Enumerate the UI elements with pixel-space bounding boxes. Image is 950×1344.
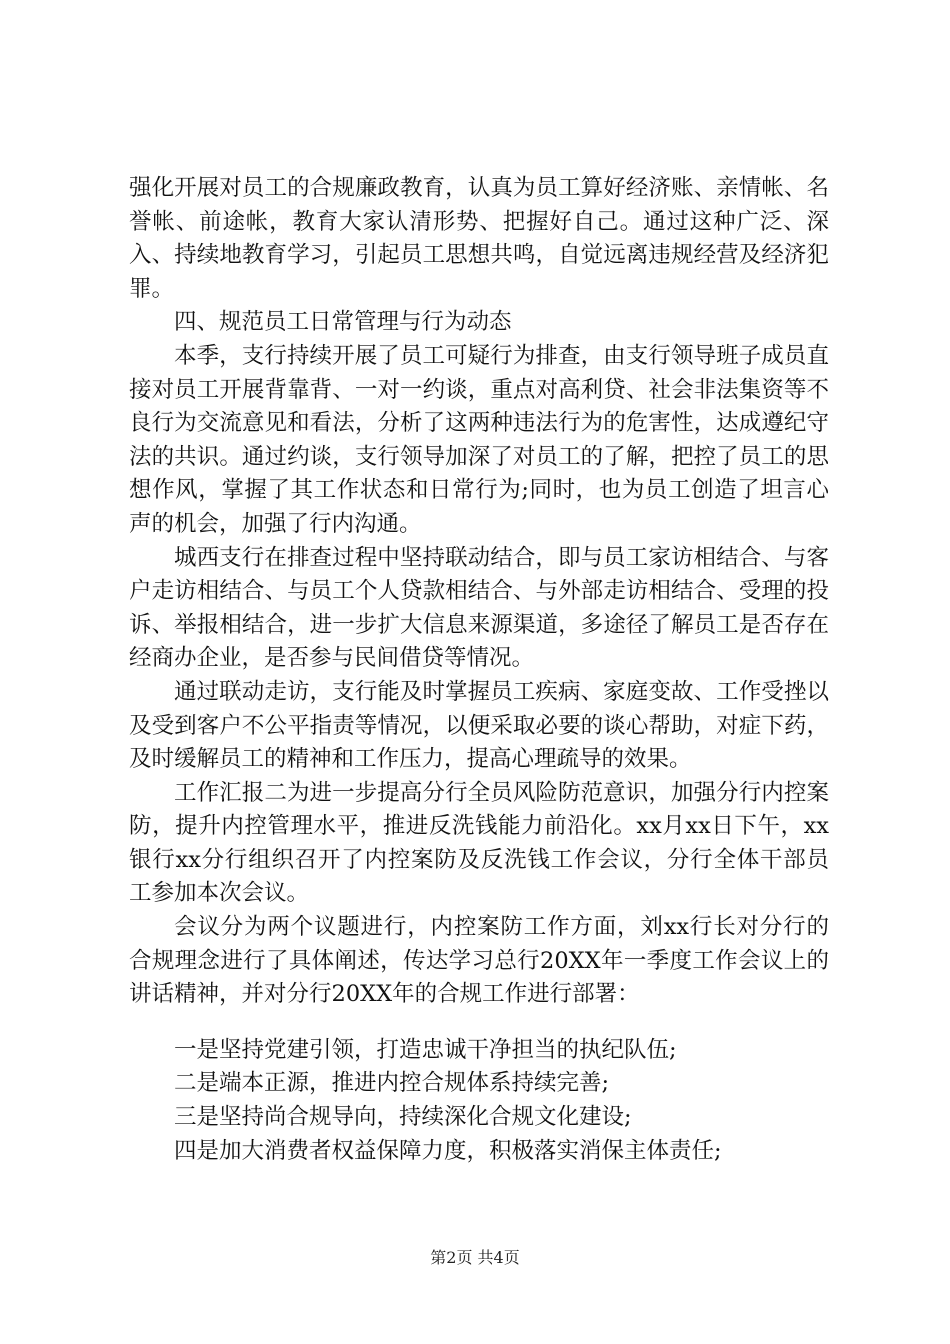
meeting-points-list bbox=[129, 1034, 829, 1168]
paragraph: 通过联动走访，支行能及时掌握员工疾病、家庭变故、工作受挫以及受到客户不公平指责等情况，以便采取必要的谈心帮助，对症下药，及时缓解员工的精神和工作压力，提高心理疏导的效果。 bbox=[129, 678, 829, 773]
paragraph-continued: 强化开展对员工的合规廉政教育，认真为员工算好经济账、亲情帐、名誉帐、前途帐，教育大家认清形势、把握好自己。通过这种广泛、深入、持续地教育学习，引起员工思想共鸣，自觉远离违规经营及经济犯罪。 bbox=[129, 175, 829, 302]
list-item: 四是加大消费者权益保障力度，积极落实消保主体责任; bbox=[174, 1137, 722, 1164]
paragraph: 城西支行在排查过程中坚持联动结合，即与员工家访相结合、与客户走访相结合、与员工个人贷款相结合、与外部走访相结合、受理的投诉、举报相结合，进一步扩大信息来源渠道，多途径了解员工是否存在经商办企业，是否参与民间借贷等情况。 bbox=[129, 544, 829, 672]
list-item: 一是坚持党建引领，打造忠诚干净担当的执纪队伍; bbox=[174, 1036, 677, 1063]
paragraph: 会议分为两个议题进行，内控案防工作方面，刘xx行长对分行的合规理念进行了具体阐述，传达学习总行20XX年一季度工作会议上的讲话精神，并对分行20XX年的合规工作进行部署： bbox=[129, 914, 829, 1008]
paragraph: 工作汇报二为进一步提高分行全员风险防范意识，加强分行内控案防，提升内控管理水平，推进反洗钱能力前沿化。xx月xx日下午，xx银行xx分行组织召开了内控案防及反洗钱工作会议，分行全体干部员工参加本次会议。 bbox=[129, 779, 829, 907]
document-body bbox=[129, 172, 829, 1168]
section-heading: 四、规范员工日常管理与行为动态 bbox=[174, 309, 512, 336]
paragraph: 本季，支行持续开展了员工可疑行为排查，由支行领导班子成员直接对员工开展背靠背、一对一约谈，重点对高利贷、社会非法集资等不良行为交流意见和看法，分析了这两种违法行为的危害性，达成遵纪守法的共识。通过约谈，支行领导加深了对员工的了解，把控了员工的思想作风，掌握了其工作状态和日常行为;同时，也为员工创造了坦言心声的机会，加强了行内沟通。 bbox=[129, 342, 829, 537]
list-item: 二是端本正源，推进内控合规体系持续完善; bbox=[174, 1070, 610, 1097]
list-item: 三是坚持尚合规导向，持续深化合规文化建设; bbox=[174, 1104, 632, 1131]
page-number-footer: 第2页 共4页 bbox=[430, 1248, 520, 1267]
